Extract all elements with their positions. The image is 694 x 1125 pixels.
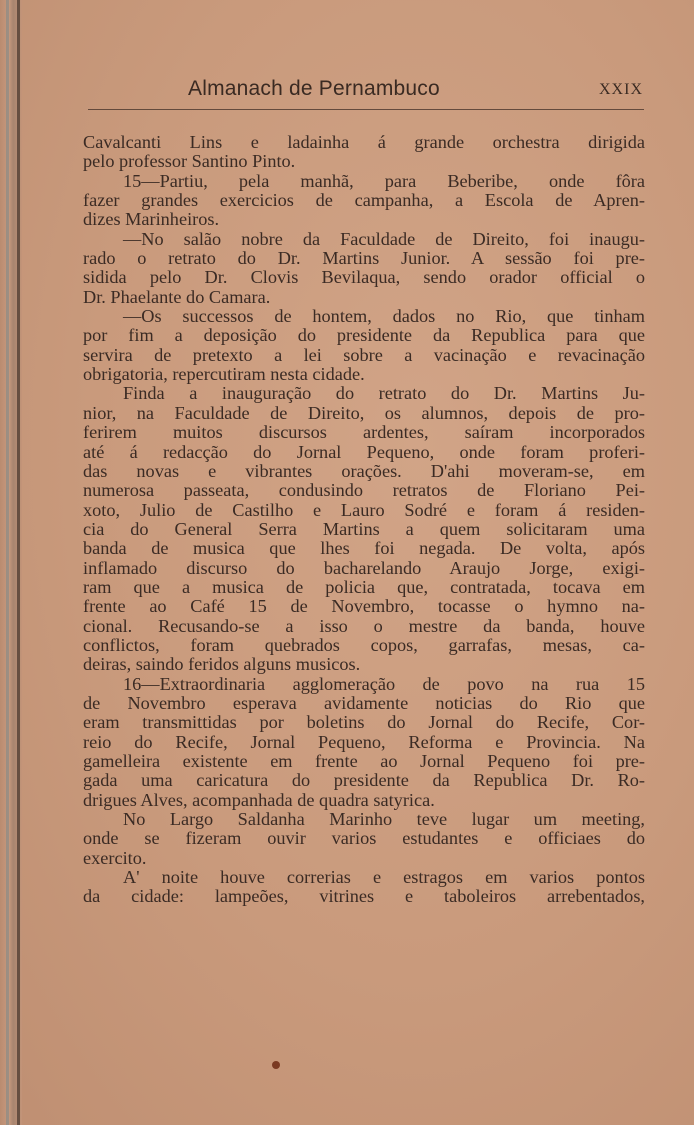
- text-line: ferirem muitos discursos ardentes, saíram incorporados: [83, 422, 645, 443]
- text-line: nior, na Faculdade de Direito, os alumnos, depois de pro-: [83, 402, 645, 423]
- text-line: Finda a inauguração do retrato do Dr. Martins Ju-: [123, 383, 645, 404]
- text-line: exercito.: [83, 847, 147, 868]
- text-line: sidida pelo Dr. Clovis Bevilaqua, sendo orador official o: [83, 267, 645, 288]
- spine-fold-edge: [17, 0, 20, 1125]
- text-line: xoto, Julio de Castilho e Lauro Sodré e foram á residen-: [83, 499, 645, 520]
- text-line: gamelleira existente em frente ao Jornal Pequeno foi pre-: [83, 751, 645, 771]
- text-line: fazer grandes exercicios de campanha, a Escola de Apren-: [83, 190, 645, 211]
- text-line: pelo professor Santino Pinto.: [83, 151, 296, 172]
- running-title: Almanach de Pernambuco: [188, 77, 440, 100]
- text-line: —No salão nobre da Faculdade de Direito, foi inaugu-: [123, 228, 645, 249]
- book-spine: [0, 0, 22, 1125]
- text-line: cia do General Serra Martins a quem solicitaram uma: [83, 518, 645, 539]
- text-line: obrigatoria, repercutiram nesta cidade.: [83, 364, 365, 385]
- text-line: banda de musica que lhes foi negada. De volta, após: [83, 538, 645, 559]
- text-line: inflamado discurso do bacharelando Araujo Jorge, exigi-: [83, 557, 645, 578]
- text-line: dizes Marinheiros.: [83, 209, 220, 230]
- text-line: até á redacção do Jornal Pequeno, onde foram proferi-: [83, 441, 645, 462]
- text-line: Dr. Phaelante do Camara.: [83, 286, 271, 307]
- text-line: numerosa passeata, condusindo retratos de Floriano Pei-: [83, 480, 645, 501]
- text-line: onde se fizeram ouvir varios estudantes e officiaes do: [83, 828, 645, 849]
- text-line: de Novembro esperava avidamente noticias do Rio que: [83, 692, 645, 713]
- text-line: servira de pretexto a lei sobre a vacinação e revacinação: [83, 344, 645, 365]
- text-line: gada uma caricatura do presidente da Republica Dr. Ro-: [83, 770, 645, 791]
- text-line: reio do Recife, Jornal Pequeno, Reforma e Provincia. Na: [83, 731, 645, 752]
- text-line: —Os successos de hontem, dados no Rio, que tinham: [123, 306, 645, 327]
- ink-spot: [272, 1061, 280, 1069]
- text-line: das novas e vibrantes orações. D'ahi moveram-se, em: [83, 460, 645, 481]
- text-line: No Largo Saldanha Marinho teve lugar um meeting,: [123, 809, 645, 830]
- text-line: cional. Recusando-se a isso o mestre da banda, houve: [83, 615, 645, 636]
- text-line: rado o retrato do Dr. Martins Junior. A sessão foi pre-: [83, 248, 645, 269]
- text-line: por fim a deposição do presidente da Republica para que: [83, 325, 645, 346]
- text-line: drigues Alves, acompanhada de quadra satyrica.: [83, 789, 435, 810]
- text-line: eram transmittidas por boletins do Jornal do Recife, Cor-: [83, 712, 645, 733]
- text-line: A' noite houve correrias e estragos em varios pontos: [123, 867, 645, 888]
- body-text: [83, 133, 645, 907]
- spine-stitch-line: [6, 0, 9, 1125]
- text-line: 15—Partiu, pela manhã, para Beberibe, onde fôra: [123, 170, 645, 191]
- text-line: 16—Extraordinaria agglomeração de povo na rua 15: [123, 673, 645, 694]
- text-line: Cavalcanti Lins e ladainha á grande orchestra dirigida: [83, 132, 645, 152]
- text-line: deiras, saindo feridos alguns musicos.: [83, 654, 361, 675]
- header-rule: [88, 109, 644, 110]
- page-header: [188, 77, 643, 107]
- text-line: frente ao Café 15 de Novembro, tocasse o hymno na-: [83, 596, 645, 617]
- text-line: da cidade: lampeões, vitrines e taboleiros arrebentados,: [83, 886, 645, 907]
- page-number: XXIX: [599, 81, 643, 98]
- text-line: ram que a musica de policia que, contratada, tocava em: [83, 576, 645, 597]
- text-line: conflictos, foram quebrados copos, garrafas, mesas, ca-: [83, 634, 645, 655]
